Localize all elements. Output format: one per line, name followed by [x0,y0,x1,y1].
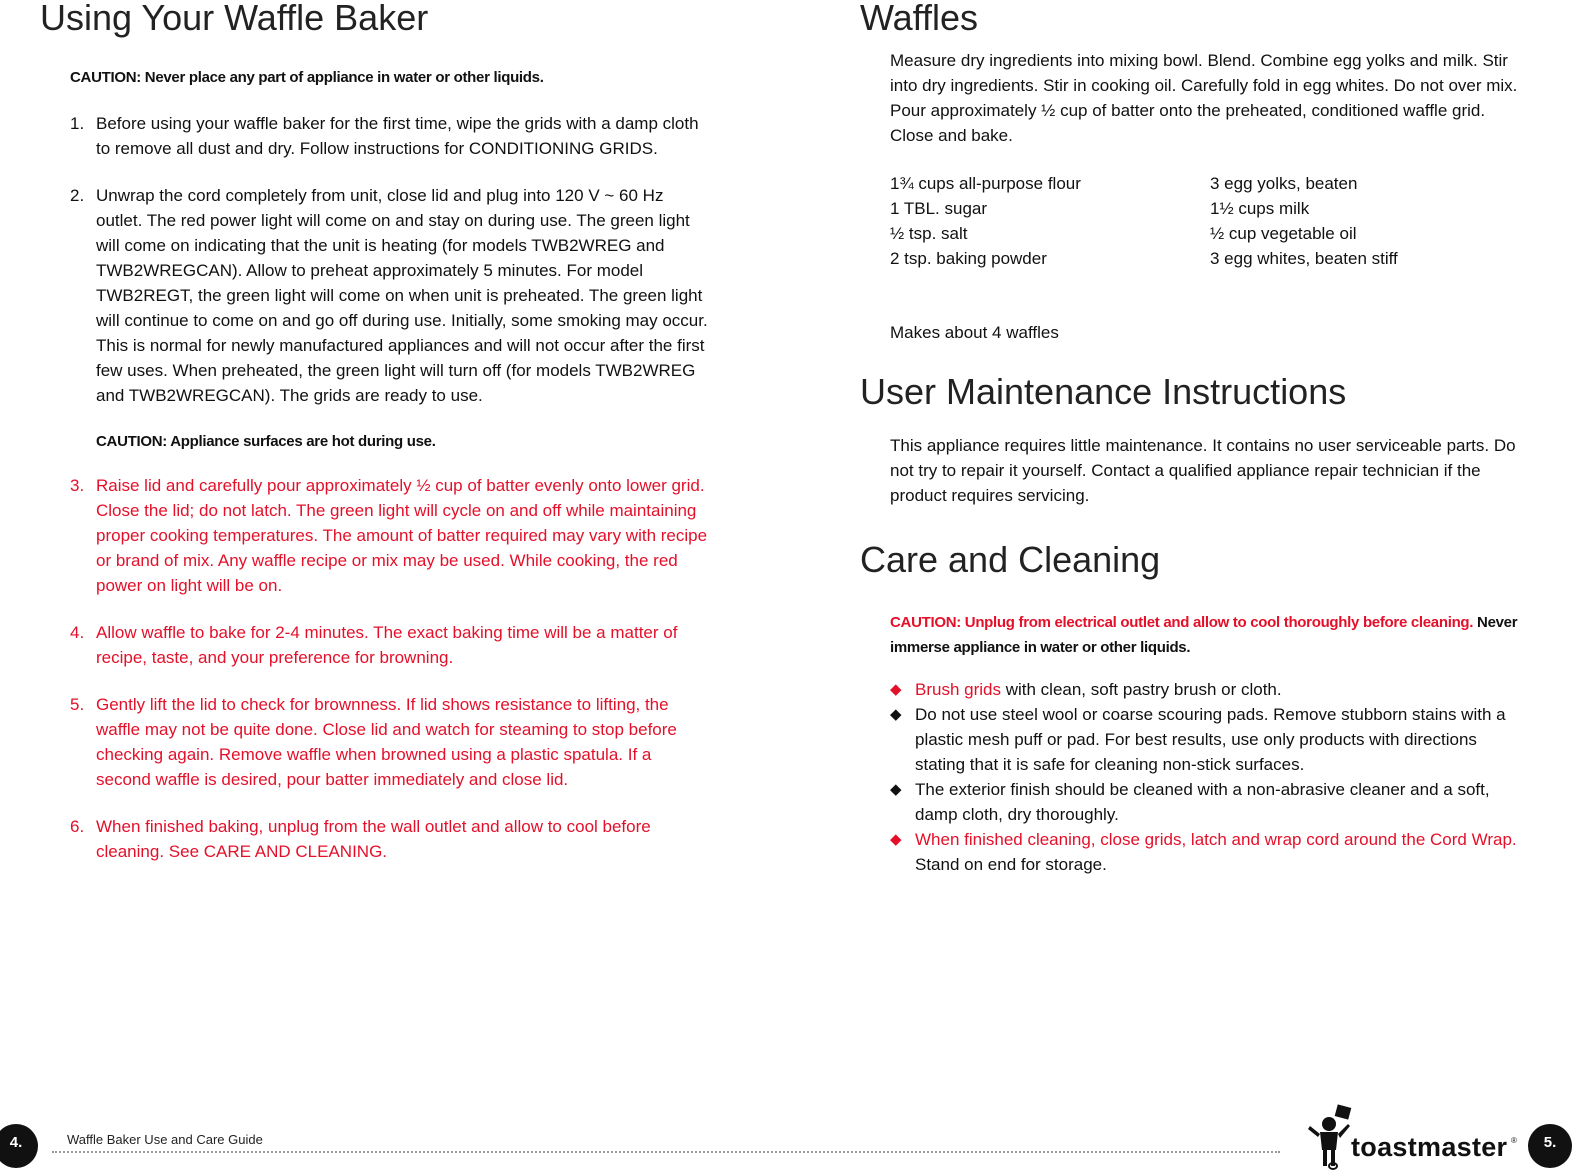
step-number: 1. [70,114,85,133]
brand-name: toastmaster [1351,1132,1508,1162]
bullet-text-red: Brush grids [915,680,1001,699]
recipe-yield: Makes about 4 waffles [890,323,1059,342]
right-page [858,0,1558,1176]
ingredient: 1¾ cups all-purpose flour [890,174,1081,193]
care-caution [890,610,1530,660]
step-text: Unwrap the cord completely from unit, close lid and plug into 120 V ~ 60 Hz outlet. The red power light will come on and stay on during use. The green light will come on indicating that the unit is heating (for models TWB2WREG and TWB2WREGCAN). Allow to preheat approximately 5 minutes. For model TWB2REGT, the green light will come on when unit is preheated. The green light will continue to come on and go off during use. Initially, some smoking may occur. This is normal for newly manufactured appliances and will not occur after the first few uses. When preheated, the green light will turn off (for models TWB2WREG and TWB2WREGCAN). The grids are ready to use. [96,186,708,405]
diamond-icon: ◆ [890,831,902,848]
page-number-right: 5. [1528,1124,1572,1168]
bullet-text: with clean, soft pastry brush or cloth. [1000,680,1282,699]
ingredient: ½ tsp. salt [890,224,968,243]
registered-mark: ® [1511,1136,1517,1145]
step-item [70,814,710,864]
bullet-text: The exterior finish should be cleaned with a non-abrasive cleaner and a soft, damp cloth, dry thoroughly. [915,780,1490,824]
care-title: Care and Cleaning [860,539,1161,580]
recipe-description: Measure dry ingredients into mixing bowl. Blend. Combine egg yolks and milk. Stir into dry ingredients. Stir in cooking oil. Carefully fold in egg whites. Do not over mix. Pour approximately ½ cup of batter onto the preheated, conditioned waffle grid. Close and bake. [890,51,1518,145]
guide-title: Waffle Baker Use and Care Guide [67,1132,263,1147]
left-page [0,0,760,1176]
instruction-steps [70,111,710,886]
diamond-icon: ◆ [890,781,902,798]
step-text: Allow waffle to bake for 2-4 minutes. The exact baking time will be a matter of recipe, taste, and your preference for browning. [96,623,678,667]
diamond-icon: ◆ [890,706,902,723]
ingredient-list [890,171,1530,271]
ingredient: 3 egg yolks, beaten [1210,174,1358,193]
page-number-left: 4. [0,1124,38,1168]
step-number: 2. [70,186,85,205]
step-text: When finished baking, unplug from the wall outlet and allow to cool before cleaning. See CARE AND CLEANING. [96,817,651,861]
step-number: 5. [70,695,85,714]
care-bullet [890,702,1530,777]
ingredient-row [890,221,1530,246]
step-item [70,473,710,598]
maintenance-title: User Maintenance Instructions [860,371,1347,412]
step-item [70,620,710,670]
care-bullets [890,677,1530,877]
step-number: 6. [70,817,85,836]
step-text: Raise lid and carefully pour approximately ½ cup of batter evenly onto lower grid. Close the lid; do not latch. The green light will cycle on and off while maintaining proper cooking temperatures. The amount of batter required may vary with recipe or brand of mix. Any waffle recipe or mix may be used. While cooking, the red power on light will be on. [96,476,708,595]
ingredient-row [890,171,1530,196]
step-number: 3. [70,476,85,495]
diamond-icon: ◆ [890,681,902,698]
page-title: Using Your Waffle Baker [40,0,429,38]
care-caution-red: CAUTION: Unplug from electrical outlet and allow to cool thoroughly before cleaning. [890,614,1474,631]
maintenance-text: This appliance requires little maintenance. It contains no user serviceable parts. Do not try to repair it yourself. Contact a qualified appliance repair technician if the product requires servicing. [890,436,1516,505]
caution-notice: CAUTION: Never place any part of appliance in water or other liquids. [70,69,544,86]
waffles-title: Waffles [860,0,979,38]
bullet-text: Do not use steel wool or coarse scouring pads. Remove stubborn stains with a plastic mesh puff or pad. For best results, use only products with directions stating that it is safe for cleaning non-stick surfaces. [915,705,1506,774]
care-bullet [890,777,1530,827]
step-caution: CAUTION: Appliance surfaces are hot during use. [96,433,436,450]
ingredient: 1½ cups milk [1210,199,1310,218]
ingredient: 3 egg whites, beaten stiff [1210,249,1398,268]
care-bullet [890,827,1530,877]
ingredient-row [890,196,1530,221]
care-caution-black: Never immerse appliance in water or other liquids. [890,614,1518,656]
care-bullet [890,677,1530,702]
ingredient: 2 tsp. baking powder [890,249,1047,268]
ingredient: ½ cup vegetable oil [1210,224,1357,243]
ingredient-row [890,246,1530,271]
step-text: Gently lift the lid to check for brownness. If lid shows resistance to lifting, the waffle may not be quite done. Close lid and watch for steaming to stop before checking again. Remove waffle when browned using a plastic spatula. If a second waffle is desired, pour batter immediately and close lid. [96,695,677,789]
chef-mascot-icon [1306,1104,1352,1170]
bullet-text-red: When finished cleaning, close grids, latch and wrap cord around the Cord Wrap. [915,830,1517,849]
step-number: 4. [70,623,85,642]
step-item [70,183,710,454]
footer-divider [52,1151,1280,1153]
step-item [70,692,710,792]
bullet-text: Stand on end for storage. [915,855,1107,874]
ingredient: 1 TBL. sugar [890,199,988,218]
step-text: Before using your waffle baker for the first time, wipe the grids with a damp cloth to remove all dust and dry. Follow instructions for CONDITIONING GRIDS. [96,114,699,158]
brand-logo [1306,1104,1521,1170]
step-item [70,111,710,161]
